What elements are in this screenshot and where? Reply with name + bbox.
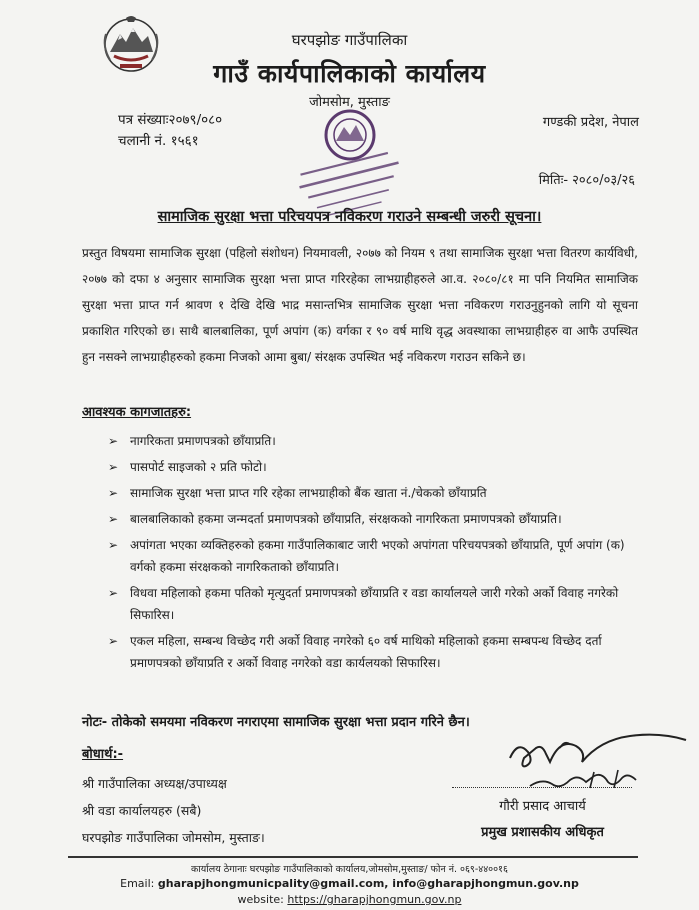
requirement-text: बालबालिकाको हकमा जन्मदर्ता प्रमाणपत्रको छाँयाप्रति, संरक्षकको नागरिकता प्रमाणपत्रको छाँयाप्रति। <box>130 512 562 526</box>
requirement-text: अपांगता भएका व्यक्तिहरुको हकमा गाउँपालिकाबाट जारी भएको अपांगता परिचयपत्रको छाँयाप्रति, पूर्ण अपांग (क) वर्गको हकमा संरक्षकको नागरिकताको छाँयाप्रति। <box>130 538 625 574</box>
dispatch-number: चलानी नं. १५६१ <box>118 133 199 149</box>
email-links[interactable]: gharapjhongmunicpality@gmail.com, info@gharapjhongmun.gov.np <box>157 877 579 890</box>
notice-note: नोटः- तोकेको समयमा नविकरण नगराएमा सामाजिक सुरक्षा भत्ता प्रदान गरिने छैन। <box>82 715 470 730</box>
letter-date: मितिः- २०८०/०३/२६ <box>538 173 635 188</box>
footer-divider <box>68 856 638 858</box>
list-item: श्री गाउँपालिका अध्यक्ष/उपाध्यक्ष <box>82 776 227 791</box>
list-item: श्री वडा कार्यालयहरु (सबै) <box>82 803 202 818</box>
requirement-text: एकल महिला, सम्बन्ध विच्छेद गरी अर्को विवाह नगरेको ६० वर्ष माथिको महिलाको हकमा सम्बपन्ध विच्छेद दर्ता प्रमाणपत्रको छाँयाप्रति र अर्को विवाह नगरेको वडा कार्यलयको सिफारिस। <box>130 634 602 670</box>
arrow-bullet-icon: ➢ <box>108 434 119 448</box>
signer-name: गौरी प्रसाद आचार्य <box>499 799 586 814</box>
list-item <box>108 482 638 504</box>
website-label: website: <box>237 893 288 906</box>
requirement-text: पासपोर्ट साइजको २ प्रति फोटो। <box>130 460 267 474</box>
notice-subject: सामाजिक सुरक्षा भत्ता परिचयपत्र नविकरण गराउने सम्बन्धी जरुरी सूचना। <box>157 209 542 225</box>
arrow-bullet-icon: ➢ <box>108 586 119 600</box>
list-item <box>108 582 638 626</box>
cc-list <box>82 770 265 851</box>
list-item: घरपझोङ गाउँपालिका जोमसोम, मुस्ताङ। <box>82 830 265 845</box>
footer-address: कार्यालय ठेगानाः घरपझोङ गाउँपालिकाको कार्यालय,जोमसोम,मुस्ताङ/ फोन नं. ०६९-४४००१६ <box>191 864 508 875</box>
signature-line <box>452 787 632 788</box>
list-item <box>108 508 638 530</box>
office-title: गाउँ कार्यपालिकाको कार्यालय <box>213 59 486 88</box>
requirement-text: नागरिकता प्रमाणपत्रको छाँयाप्रति। <box>130 434 276 448</box>
province-label: गण्डकी प्रदेश, नेपाल <box>542 115 639 130</box>
list-item <box>108 534 638 578</box>
website-link[interactable]: https://gharapjhongmun.gov.np <box>287 893 462 906</box>
list-item <box>108 456 638 478</box>
office-location: जोमसोम, मुस्ताङ <box>309 95 390 110</box>
cc-heading: बोधार्थ:- <box>82 747 124 762</box>
arrow-bullet-icon: ➢ <box>108 486 119 500</box>
arrow-bullet-icon: ➢ <box>108 634 119 648</box>
notice-body: प्रस्तुत विषयमा सामाजिक सुरक्षा (पहिलो संशोधन) नियमावली, २०७७ को नियम ९ तथा सामाजिक सुरक्षा भत्ता वितरण कार्यविधी, २०७७ को दफा ४ अनुसार सामाजिक सुरक्षा भत्ता प्राप्त गरिरहेका लाभग्राहीहरुले आ.व. २०८०/८१ मा पनि नियमित सामाजिक सुरक्षा भत्ता प्राप्त गर्न श्रावण १ देखि देखि भाद्र मसान्तभित्र सामाजिक सुरक्षा भत्ता नविकरण गराउनुहुनको लागि यो सूचना प्रकाशित गरिएको छ। साथै बालबालिका, पूर्ण अपांग (क) वर्गका र ९० वर्ष माथि वृद्ध अवस्थाका लाभग्राहीहरु वा आफै उपस्थित हुन नसक्ने लाभग्राहीहरुको हकमा निजको आमा बुबा/ संरक्षक उपस्थित भई नविकरण गराउन सकिने छ। <box>82 246 638 364</box>
arrow-bullet-icon: ➢ <box>108 538 119 552</box>
requirement-text: विधवा महिलाको हकमा पतिको मृत्युदर्ता प्रमाणपत्रको छाँयाप्रति र वडा कार्यालयले जारी गरेको अर्को विवाह नगरेको सिफारिस। <box>130 586 619 622</box>
reference-number: पत्र संख्याः२०७९/०८० <box>118 112 223 128</box>
list-item <box>108 430 638 452</box>
signer-title: प्रमुख प्रशासकीय अधिकृत <box>481 825 604 840</box>
footer-email <box>0 877 699 890</box>
office-stamp <box>290 103 410 221</box>
list-item <box>108 630 638 674</box>
email-label: Email: <box>120 877 158 890</box>
requirements-heading: आवश्यक कागजातहरु: <box>82 405 192 420</box>
requirements-list <box>108 430 638 678</box>
footer-website <box>0 893 699 906</box>
arrow-bullet-icon: ➢ <box>108 512 119 526</box>
requirement-text: सामाजिक सुरक्षा भत्ता प्राप्त गरि रहेका लाभग्राहीको बैंक खाता नं./चेकको छाँयाप्रति <box>130 486 487 500</box>
municipality-name: घरपझोङ गाउँपालिका <box>291 31 408 49</box>
arrow-bullet-icon: ➢ <box>108 460 119 474</box>
